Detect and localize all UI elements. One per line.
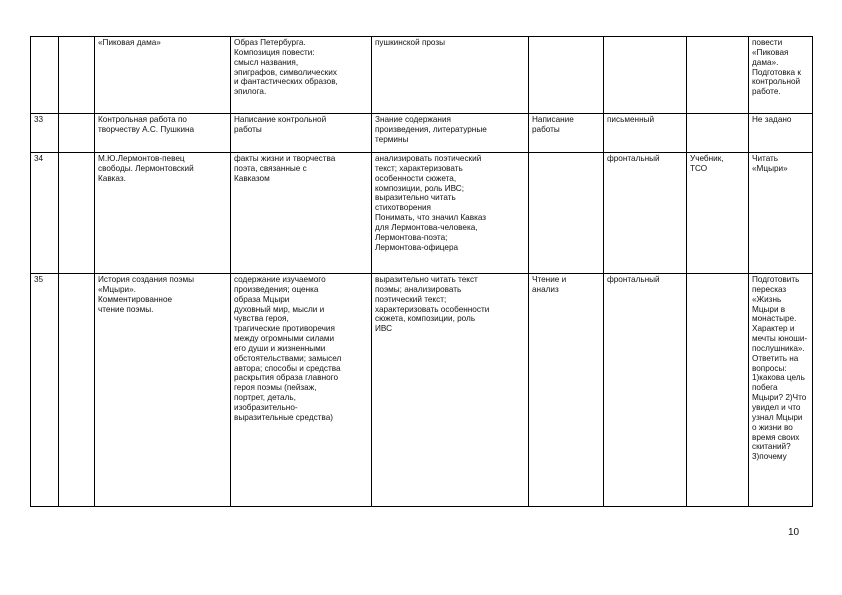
- date-cell: [59, 153, 95, 274]
- skills-cell: [372, 153, 529, 274]
- table-row: [31, 114, 813, 153]
- cell-text-line: побега: [752, 383, 778, 393]
- cell-text-line: композиции, роль ИВС;: [375, 183, 464, 193]
- control-type-cell: [604, 114, 687, 153]
- cell-text-line: смысл названия,: [234, 57, 299, 67]
- cell-text-line: работы: [532, 124, 560, 134]
- cell-text-line: Комментированное: [98, 294, 173, 304]
- activity-type-cell: [529, 153, 604, 274]
- lesson-plan-table: [30, 36, 813, 507]
- date-cell: [59, 114, 95, 153]
- cell-text-line: Кавказом: [234, 173, 270, 183]
- cell-text-line: Подготовка к: [752, 67, 801, 77]
- topic-cell: [95, 114, 231, 153]
- activity-type-cell: [529, 274, 604, 507]
- skills-cell: [372, 274, 529, 507]
- lesson-number-cell: [31, 37, 59, 114]
- cell-text-line: контрольной: [752, 77, 801, 87]
- cell-text-line: содержание изучаемого: [234, 275, 326, 284]
- table-row: [31, 153, 813, 274]
- cell-text-line: эпилога.: [234, 87, 267, 97]
- cell-text-line: творчеству А.С. Пушкина: [98, 124, 195, 134]
- topic-cell: [95, 274, 231, 507]
- cell-text-line: Образ Петербурга.: [234, 38, 306, 47]
- cell-text-line: Учебник,: [690, 154, 724, 163]
- cell-text-line: 1)какова цель: [752, 373, 805, 383]
- cell-text-line: о жизни во: [752, 422, 793, 432]
- table-row: [31, 37, 813, 114]
- topic-cell: [95, 153, 231, 274]
- cell-text-line: анализ: [532, 284, 559, 294]
- teaching-means-cell: [687, 114, 749, 153]
- cell-text-line: увидел и что: [752, 402, 801, 412]
- cell-text-line: поэта, связанные с: [234, 163, 307, 173]
- cell-text-line: Понимать, что значил Кавказ: [375, 213, 487, 223]
- cell-text-line: ТСО: [690, 163, 708, 173]
- cell-text-line: Знание содержания: [375, 115, 451, 124]
- teaching-means-cell: [687, 274, 749, 507]
- cell-text-line: поэмы; анализировать: [375, 284, 462, 294]
- skills-cell: [372, 37, 529, 114]
- cell-text-line: Лермонтова-офицера: [375, 242, 459, 252]
- homework-cell: [749, 114, 813, 153]
- cell-text-line: между огромными силами: [234, 334, 335, 344]
- cell-text-line: Характер и: [752, 324, 795, 334]
- cell-text-line: чувства героя,: [234, 314, 289, 324]
- cell-text-line: Написание: [532, 115, 574, 124]
- date-cell: [59, 274, 95, 507]
- cell-text-line: духовный мир, мысли и: [234, 304, 325, 314]
- cell-text-line: для Лермонтова-человека,: [375, 222, 478, 232]
- cell-text-line: 3)почему: [752, 452, 787, 462]
- cell-text-line: «Пиковая: [752, 47, 789, 57]
- cell-text-line: мечты юноши-: [752, 334, 808, 344]
- cell-text-line: «Мцыри»: [752, 163, 788, 173]
- cell-text-line: выразительно читать: [375, 193, 456, 203]
- cell-text-line: работе.: [752, 87, 781, 97]
- cell-text-line: и фантастических образов,: [234, 77, 338, 87]
- content-cell: [231, 274, 372, 507]
- cell-text-line: термины: [375, 134, 409, 144]
- cell-text-line: его души и жизненными: [234, 343, 326, 353]
- cell-text-line: раскрытия образа главного: [234, 373, 339, 383]
- cell-text-line: письменный: [607, 115, 655, 124]
- cell-text-line: Чтение и: [532, 275, 567, 284]
- cell-text-line: История создания поэмы: [98, 275, 195, 284]
- cell-text-line: вопросы:: [752, 363, 787, 373]
- homework-cell: [749, 153, 813, 274]
- table-row: [31, 274, 813, 507]
- cell-text-line: дама».: [752, 57, 779, 67]
- content-cell: [231, 114, 372, 153]
- cell-text-line: Кавказ.: [98, 173, 126, 183]
- cell-text-line: анализировать поэтический: [375, 154, 482, 163]
- content-cell: [231, 153, 372, 274]
- cell-text-line: Контрольная работа по: [98, 115, 187, 124]
- cell-text-line: текст; характеризовать: [375, 163, 463, 173]
- cell-text-line: ИВС: [375, 324, 392, 334]
- cell-text-line: особенности сюжета,: [375, 173, 457, 183]
- cell-text-line: выразительные средства): [234, 412, 333, 422]
- lesson-number-cell: [31, 114, 59, 153]
- cell-text-line: фронтальный: [607, 154, 660, 163]
- cell-text-line: Мцыри? 2)Что: [752, 393, 807, 403]
- cell-text-line: Не задано: [752, 115, 792, 124]
- cell-text-line: Подготовить: [752, 275, 800, 284]
- content-cell: [231, 37, 372, 114]
- teaching-means-cell: [687, 37, 749, 114]
- cell-text-line: послушника».: [752, 343, 805, 353]
- cell-text-line: автора; способы и средства: [234, 363, 341, 373]
- cell-text-line: Композиция повести:: [234, 47, 315, 57]
- cell-text-line: образа Мцыри: [234, 294, 290, 304]
- cell-text-line: чтение поэмы.: [98, 304, 154, 314]
- activity-type-cell: [529, 114, 604, 153]
- cell-text: 33: [34, 115, 44, 124]
- skills-cell: [372, 114, 529, 153]
- control-type-cell: [604, 274, 687, 507]
- cell-text-line: произведения; оценка: [234, 284, 319, 294]
- cell-text-line: пушкинской прозы: [375, 38, 446, 47]
- homework-cell: [749, 37, 813, 114]
- page-number: 10: [788, 527, 800, 538]
- cell-text-line: «Мцыри».: [98, 284, 136, 294]
- control-type-cell: [604, 37, 687, 114]
- cell-text-line: монастыре.: [752, 314, 797, 324]
- activity-type-cell: [529, 37, 604, 114]
- lesson-number-cell: [31, 274, 59, 507]
- homework-cell: [749, 274, 813, 507]
- cell-text-line: поэтический текст;: [375, 294, 447, 304]
- topic-cell: [95, 37, 231, 114]
- control-type-cell: [604, 153, 687, 274]
- cell-text-line: обстоятельствами; замысел: [234, 353, 342, 363]
- cell-text-line: произведения, литературные: [375, 124, 487, 134]
- date-cell: [59, 37, 95, 114]
- cell-text-line: факты жизни и творчества: [234, 154, 336, 163]
- cell-text-line: сюжета, композиции, роль: [375, 314, 476, 324]
- cell-text-line: изобразительно-: [234, 402, 298, 412]
- cell-text-line: эпиграфов, символических: [234, 67, 337, 77]
- cell-text-line: «Жизнь: [752, 294, 782, 304]
- cell-text-line: М.Ю.Лермонтов-певец: [98, 154, 185, 163]
- cell-text-line: узнал Мцыри: [752, 412, 803, 422]
- cell-text-line: время своих: [752, 432, 800, 442]
- table-body: [31, 37, 813, 507]
- cell-text-line: выразительно читать текст: [375, 275, 478, 284]
- cell-text-line: Мцыри в: [752, 304, 786, 314]
- cell-text-line: Ответить на: [752, 353, 799, 363]
- cell-text-line: «Пиковая дама»: [98, 38, 161, 47]
- cell-text-line: характеризовать особенности: [375, 304, 490, 314]
- cell-text: 34: [34, 154, 44, 163]
- cell-text-line: пересказ: [752, 284, 787, 294]
- lesson-number-cell: [31, 153, 59, 274]
- cell-text-line: трагические противоречия: [234, 324, 335, 334]
- cell-text-line: Написание контрольной: [234, 115, 327, 124]
- cell-text-line: Читать: [752, 154, 779, 163]
- teaching-means-cell: [687, 153, 749, 274]
- cell-text-line: скитаний?: [752, 442, 791, 452]
- cell-text-line: стихотворения: [375, 203, 431, 213]
- cell-text: 35: [34, 275, 44, 284]
- cell-text-line: работы: [234, 124, 262, 134]
- cell-text-line: свободы. Лермонтовский: [98, 163, 194, 173]
- cell-text-line: фронтальный: [607, 275, 660, 284]
- cell-text-line: героя поэмы (пейзаж,: [234, 383, 317, 393]
- cell-text-line: повести: [752, 38, 783, 47]
- cell-text-line: Лермонтова-поэта;: [375, 232, 448, 242]
- cell-text-line: портрет, деталь,: [234, 393, 296, 403]
